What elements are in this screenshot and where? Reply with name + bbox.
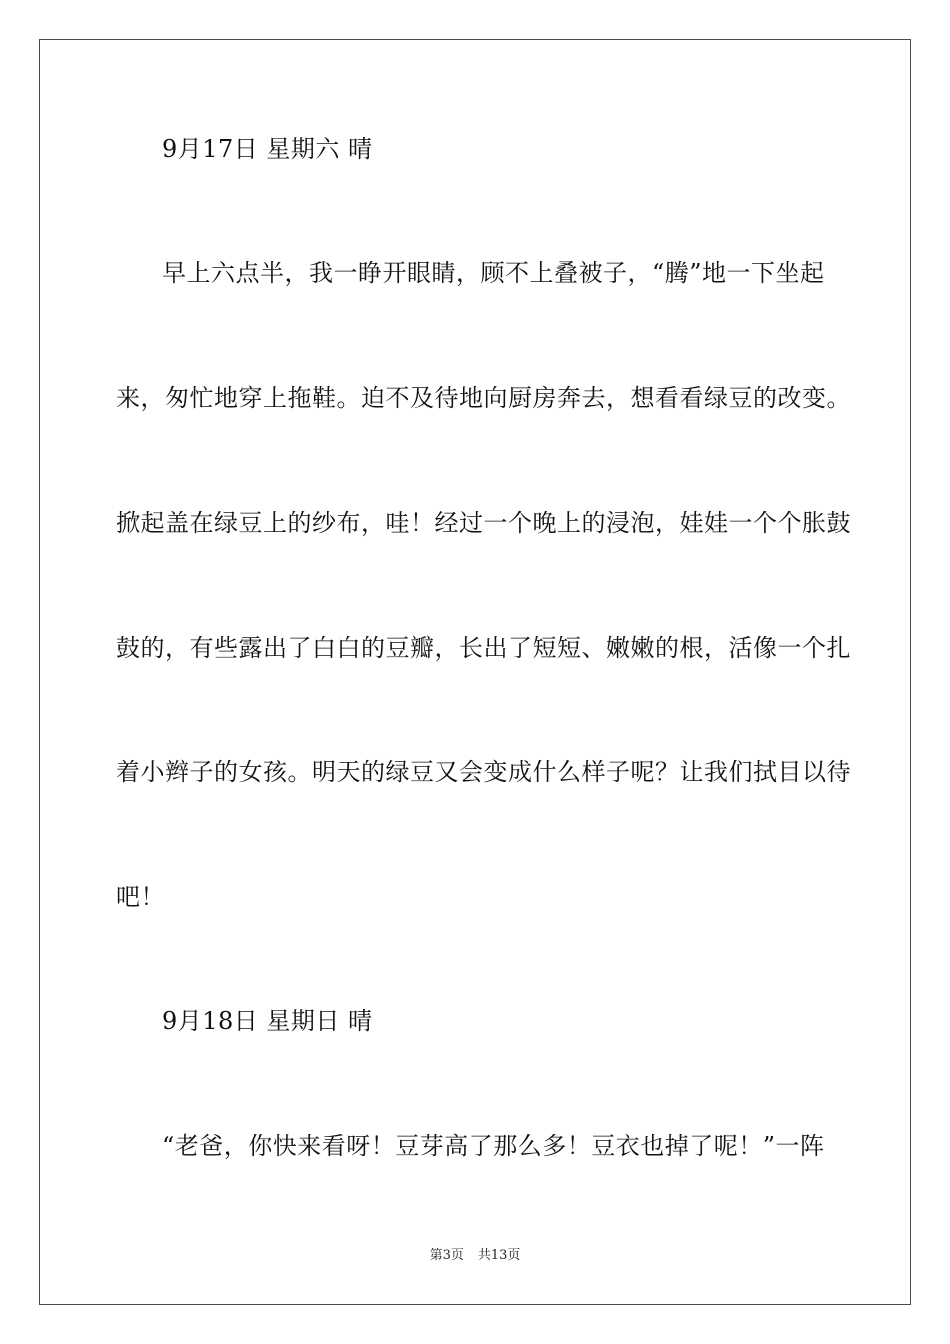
page-total: 共13页 <box>477 1248 521 1263</box>
body-text-line: 吧！ <box>116 883 165 911</box>
body-text-line: 早上六点半，我一睁开眼睛，顾不上叠被子，“腾”地一下坐起 <box>162 259 825 287</box>
body-text-line: 掀起盖在绿豆上的纱布，哇！经过一个晚上的浸泡，娃娃一个个胀鼓 <box>116 509 851 537</box>
body-text-line: 着小辫子的女孩。明天的绿豆又会变成什么样子呢？让我们拭目以待 <box>116 758 851 786</box>
body-text-line: “老爸，你快来看呀！豆芽高了那么多！豆衣也掉了呢！”一阵 <box>162 1132 825 1160</box>
diary-date-heading: 9月18日 星期日 晴 <box>162 1007 373 1035</box>
body-text-line: 鼓的，有些露出了白白的豆瓣，长出了短短、嫩嫩的根，活像一个扎 <box>116 634 851 662</box>
page-border <box>39 39 911 1305</box>
page-footer <box>0 1248 950 1264</box>
diary-date-heading: 9月17日 星期六 晴 <box>162 135 373 163</box>
body-text-line: 来，匆忙地穿上拖鞋。迫不及待地向厨房奔去，想看看绿豆的改变。 <box>116 384 851 412</box>
page-number: 第3页 <box>429 1248 464 1263</box>
